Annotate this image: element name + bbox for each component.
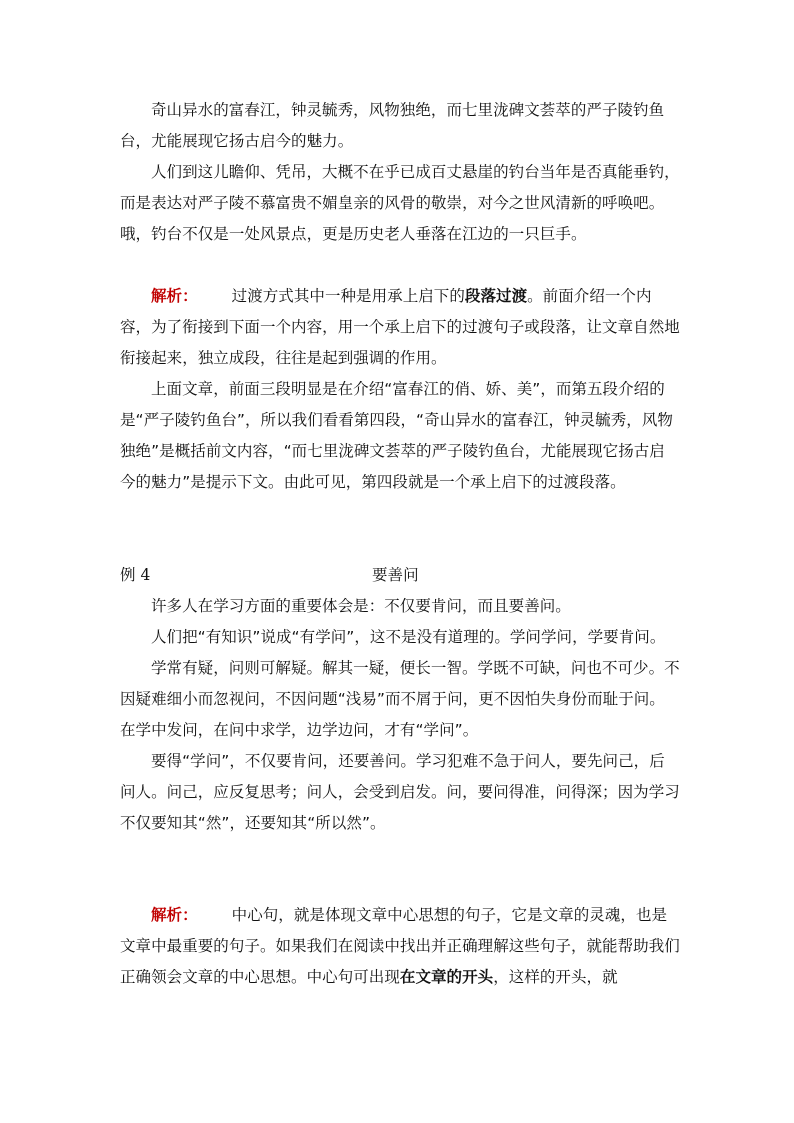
analysis-label: 解析：: [151, 906, 198, 924]
passage-paragraph: 奇山异水的富春江，钟灵毓秀，风物独绝，而七里泷碑文荟萃的严子陵钓鱼台，尤能展现它扬古启今的魅力。: [120, 101, 665, 150]
analysis-paragraph: [120, 900, 680, 993]
analysis-text: ，这样的开头，就: [493, 968, 618, 986]
analysis-two-section: [120, 900, 680, 993]
analysis-paragraph: [120, 281, 680, 374]
passage-paragraph: 人们到这儿瞻仰、凭吊，大概不在乎已成百丈悬崖的钓台当年是否真能垂钓，而是表达对严子陵不慕富贵不媚皇亲的风骨的敬崇，对今之世风清新的呼唤吧。哦，钓台不仅是一处风景点，更是历史老人垂落在江边的一只巨手。: [120, 163, 680, 243]
example-number: 例 4: [120, 566, 151, 584]
analysis-text: 中心句，就是体现文章中心思想的句子，它是文章的灵魂，也是文章中最重要的句子。如果我们在阅读中找出并正确理解这些句子，就能帮助我们正确领会文章的中心思想。中心句可出现: [120, 906, 680, 986]
example-title: 要善问: [372, 566, 419, 584]
example-paragraph: 人们把“有知识”说成“有学问”，这不是没有道理的。学问学问，学要肯问。: [151, 628, 666, 646]
passage-top-section: [120, 95, 680, 250]
example-heading: [120, 560, 680, 591]
analysis-text: 过渡方式其中一种是用承上启下的: [231, 287, 465, 305]
analysis-label: 解析：: [151, 287, 198, 305]
example-four-section: [120, 560, 680, 839]
analysis-text: 。前面介绍一个内容，为了衔接到下面一个内容，用一个承上启下的过渡句子或段落，让文章自然地衔接起来，独立成段，往往是起到强调的作用。: [120, 287, 680, 367]
example-paragraph: 要得“学问”，不仅要肯问，还要善问。学习犯难不急于问人，要先问己，后问人。问己，应反复思考；问人，会受到启发。问，要问得准，问得深；因为学习不仅要知其“然”，还要知其“所以然”。: [120, 752, 680, 832]
analysis-one-section: [120, 281, 680, 498]
emphasized-text: 段落过渡: [464, 287, 528, 305]
example-paragraph: 许多人在学习方面的重要体会是：不仅要肯问，而且要善问。: [151, 597, 571, 615]
emphasized-text: 在文章的开头: [399, 968, 494, 986]
analysis-paragraph: 上面文章，前面三段明显是在介绍“富春江的俏、娇、美”，而第五段介绍的是“严子陵钓鱼台”，所以我们看看第四段，“奇山异水的富春江，钟灵毓秀，风物独绝”是概括前文内容，“而七里泷碑文荟萃的严子陵钓鱼台，尤能展现它扬古启今的魅力”是提示下文。由此可见，第四段就是一个承上启下的过渡段落。: [120, 380, 673, 491]
example-paragraph: 学常有疑，问则可解疑。解其一疑，便长一智。学既不可缺，问也不可少。不因疑难细小而忽视问，不因问题“浅易”而不屑于问，更不因怕失身份而耻于问。在学中发问，在问中求学，边学边问，才有“学问”。: [120, 659, 680, 739]
